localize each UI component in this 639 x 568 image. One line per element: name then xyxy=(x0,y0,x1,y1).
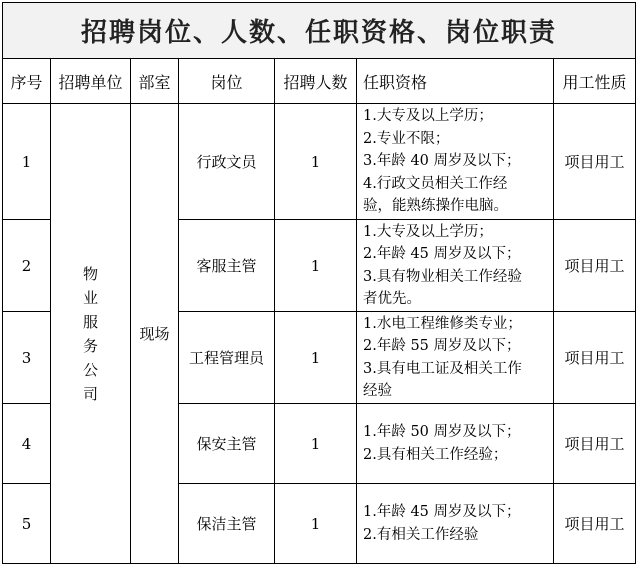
header-nature: 用工性质 xyxy=(554,59,636,104)
header-row xyxy=(3,59,636,104)
row-seq: 2 xyxy=(3,220,51,312)
requirement-line: 者优先。 xyxy=(363,291,421,307)
row-requirements xyxy=(357,312,554,404)
requirement-line: 1.大专及以上学历； xyxy=(363,223,493,240)
requirement-line: 4.行政文员相关工作经 xyxy=(363,175,508,192)
row-count: 1 xyxy=(275,104,357,220)
row-requirements xyxy=(357,220,554,312)
row-nature: 项目用工 xyxy=(554,312,636,404)
department-cell: 现场 xyxy=(131,104,179,564)
unit-char: 公 xyxy=(82,360,98,379)
requirement-line: 2.具有相关工作经验； xyxy=(363,446,508,463)
requirement-line: 3.具有物业相关工作经验 xyxy=(363,268,522,285)
requirement-line: 3.具有电工证及相关工作 xyxy=(363,360,522,377)
row-seq: 1 xyxy=(3,104,51,220)
table-row xyxy=(3,104,636,220)
row-seq: 4 xyxy=(3,404,51,484)
row-nature: 项目用工 xyxy=(554,404,636,484)
recruiting-unit-cell xyxy=(51,104,131,564)
recruitment-table xyxy=(2,2,636,564)
row-count: 1 xyxy=(275,404,357,484)
row-requirements xyxy=(357,104,554,220)
unit-char: 物 xyxy=(82,264,98,283)
requirement-line: 验，能熟练操作电脑。 xyxy=(363,198,508,215)
header-dept: 部室 xyxy=(131,59,179,104)
row-count: 1 xyxy=(275,312,357,404)
row-requirements xyxy=(357,404,554,484)
row-count: 1 xyxy=(275,220,357,312)
row-position: 保安主管 xyxy=(179,404,275,484)
row-nature: 项目用工 xyxy=(554,220,636,312)
requirement-line: 2.专业不限； xyxy=(363,130,450,147)
requirement-line: 1.年龄 50 周岁及以下； xyxy=(363,424,521,440)
row-count: 1 xyxy=(275,484,357,564)
unit-char: 司 xyxy=(82,384,98,403)
requirement-line: 2.年龄 45 周岁及以下； xyxy=(363,246,521,262)
header-unit: 招聘单位 xyxy=(51,59,131,104)
unit-char: 务 xyxy=(82,336,98,355)
table-title: 招聘岗位、人数、任职资格、岗位职责 xyxy=(3,3,636,59)
header-seq: 序号 xyxy=(3,59,51,104)
unit-char: 服 xyxy=(82,312,98,331)
header-qualification: 任职资格 xyxy=(357,59,554,104)
unit-char: 业 xyxy=(82,288,98,307)
row-seq: 5 xyxy=(3,484,51,564)
row-position: 工程管理员 xyxy=(179,312,275,404)
header-count: 招聘人数 xyxy=(275,59,357,104)
requirement-line: 1.年龄 45 周岁及以下； xyxy=(363,504,521,520)
requirement-line: 3.年龄 40 周岁及以下； xyxy=(363,153,521,170)
requirement-line: 2.有相关工作经验 xyxy=(363,526,479,543)
row-requirements xyxy=(357,484,554,564)
row-nature: 项目用工 xyxy=(554,104,636,220)
header-position: 岗位 xyxy=(179,59,275,104)
requirement-line: 2.年龄 55 周岁及以下； xyxy=(363,338,521,354)
requirement-line: 1.水电工程维修类专业； xyxy=(363,315,522,332)
row-position: 行政文员 xyxy=(179,104,275,220)
row-seq: 3 xyxy=(3,312,51,404)
row-nature: 项目用工 xyxy=(554,484,636,564)
row-position: 保洁主管 xyxy=(179,484,275,564)
requirement-line: 经验 xyxy=(363,383,392,399)
requirement-line: 1.大专及以上学历； xyxy=(363,108,493,125)
row-position: 客服主管 xyxy=(179,220,275,312)
